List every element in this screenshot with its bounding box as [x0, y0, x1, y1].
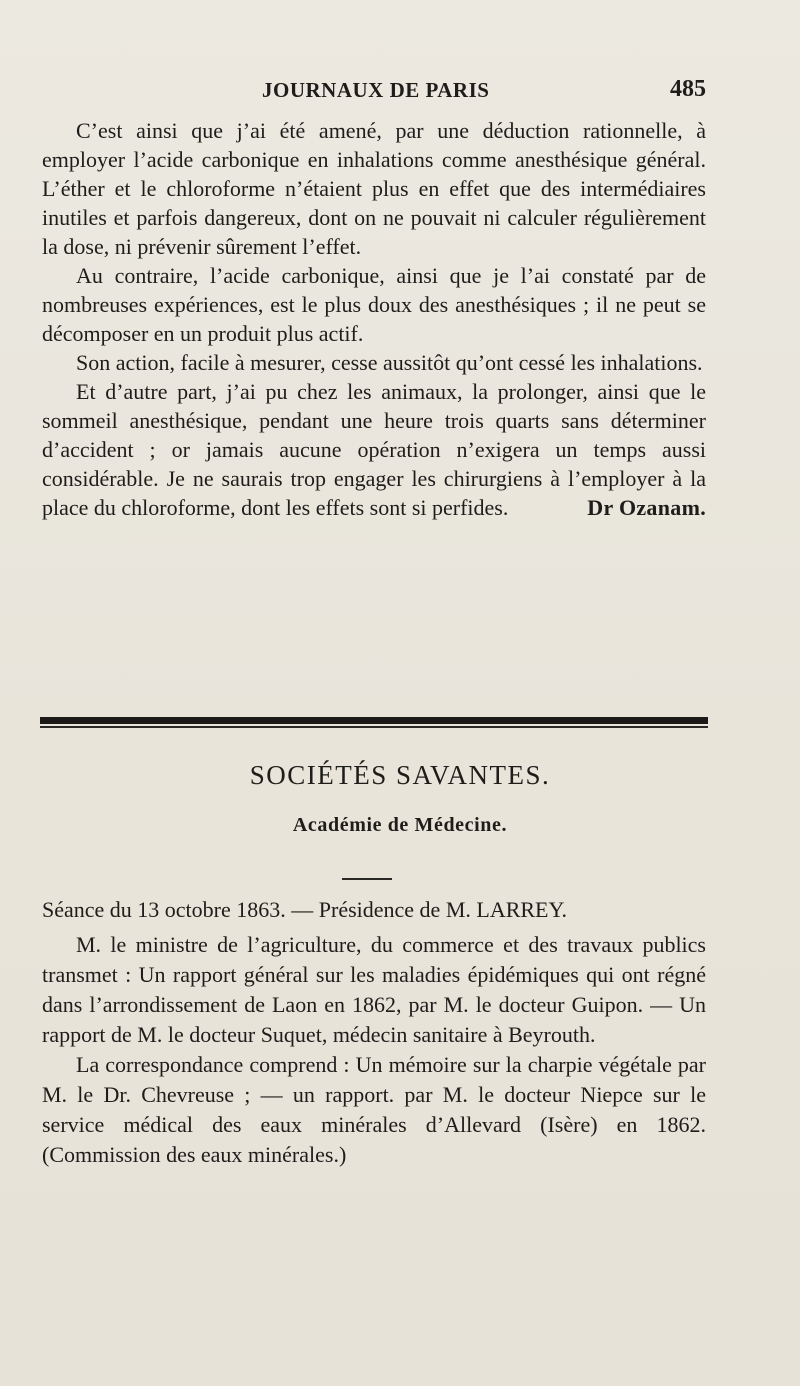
paragraph: M. le ministre de l’agriculture, du commerce et des travaux publics transmet : Un rapport général sur les maladies épidémiques qui ont régné dans l’arrondissement de Laon en 1862, par M. le docteur Guipon. — Un rapport de M. le docteur Suquet, médecin sanitaire à Beyrouth.: [42, 932, 706, 1047]
page-header: [42, 78, 706, 112]
page-number: 485: [670, 76, 706, 102]
article-text: [42, 116, 706, 522]
session-heading: Séance du 13 octobre 1863. — Présidence de M. LARREY.: [42, 897, 568, 922]
paragraph: Son action, facile à mesurer, cesse aussitôt qu’ont cessé les inhalations.: [76, 350, 703, 375]
section-divider-thick: [40, 717, 708, 724]
running-head: JOURNAUX DE PARIS: [262, 78, 490, 102]
paragraph: Au contraire, l’acide carbonique, ainsi que je l’ai constaté par de nombreuses expériences, est le plus doux des anesthésiques ; il ne peut se décomposer en un produit plus actif.: [42, 263, 706, 346]
paragraph: Et d’autre part, j’ai pu chez les animaux, la prolonger, ainsi que le sommeil anesthésique, pendant une heure trois quarts sans déterminer d’accident ; or jamais aucune opération n’exigera un temps aussi considérable. Je ne saurais trop engager les chirurgiens à l’employer à la place du chloroforme, dont les effets sont si perfides.: [42, 379, 706, 520]
paragraph: C’est ainsi que j’ai été amené, par une déduction rationnelle, à employer l’acide carbonique en inhalations comme anesthésique général. L’éther et le chloroforme n’étaient plus en effet que des intermédiaires inutiles et parfois dangereux, dont on ne pouvait ni calculer régulièrement la dose, ni prévenir sûrement l’effet.: [42, 118, 706, 259]
author-signature: Dr Ozanam.: [587, 495, 706, 520]
session-text: [42, 930, 706, 1170]
paragraph: La correspondance comprend : Un mémoire sur la charpie végétale par M. le Dr. Chevreuse ; — un rapport. par M. le docteur Niepce sur le service médical des eaux minérales d’Allevard (Isère) en 1862. (Commission des eaux minérales.): [42, 1052, 706, 1167]
short-divider: [342, 878, 392, 880]
subsection-title: Académie de Médecine.: [292, 814, 508, 836]
section-divider-thin: [40, 726, 708, 728]
section-title: SOCIÉTÉS SAVANTES.: [249, 760, 551, 790]
